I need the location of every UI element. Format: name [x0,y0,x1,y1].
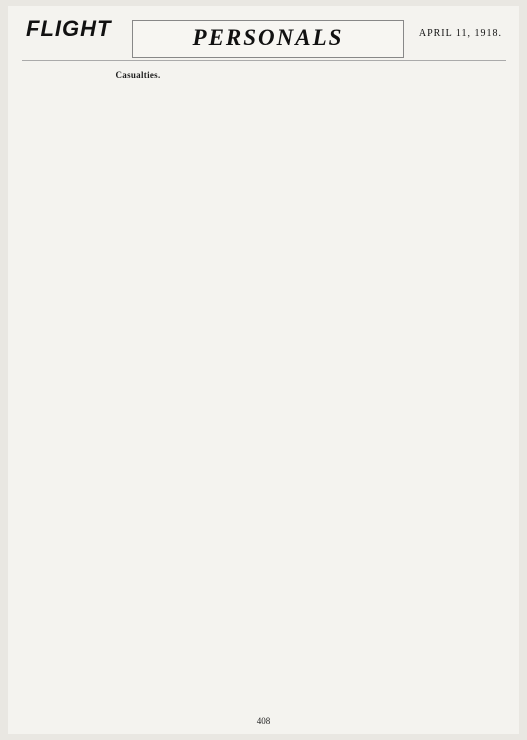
page-number: 408 [256,716,271,726]
section-title: PERSONALS [192,25,344,50]
column-heading: Casualties. [115,70,161,80]
section-banner [132,20,404,58]
header-divider [22,60,506,61]
issue-date: APRIL 11, 1918. [418,28,502,39]
page [8,6,519,734]
masthead-brand: FLIGHT [26,16,112,41]
right-column [274,68,506,716]
left-column [22,68,254,716]
page-header [22,10,506,52]
